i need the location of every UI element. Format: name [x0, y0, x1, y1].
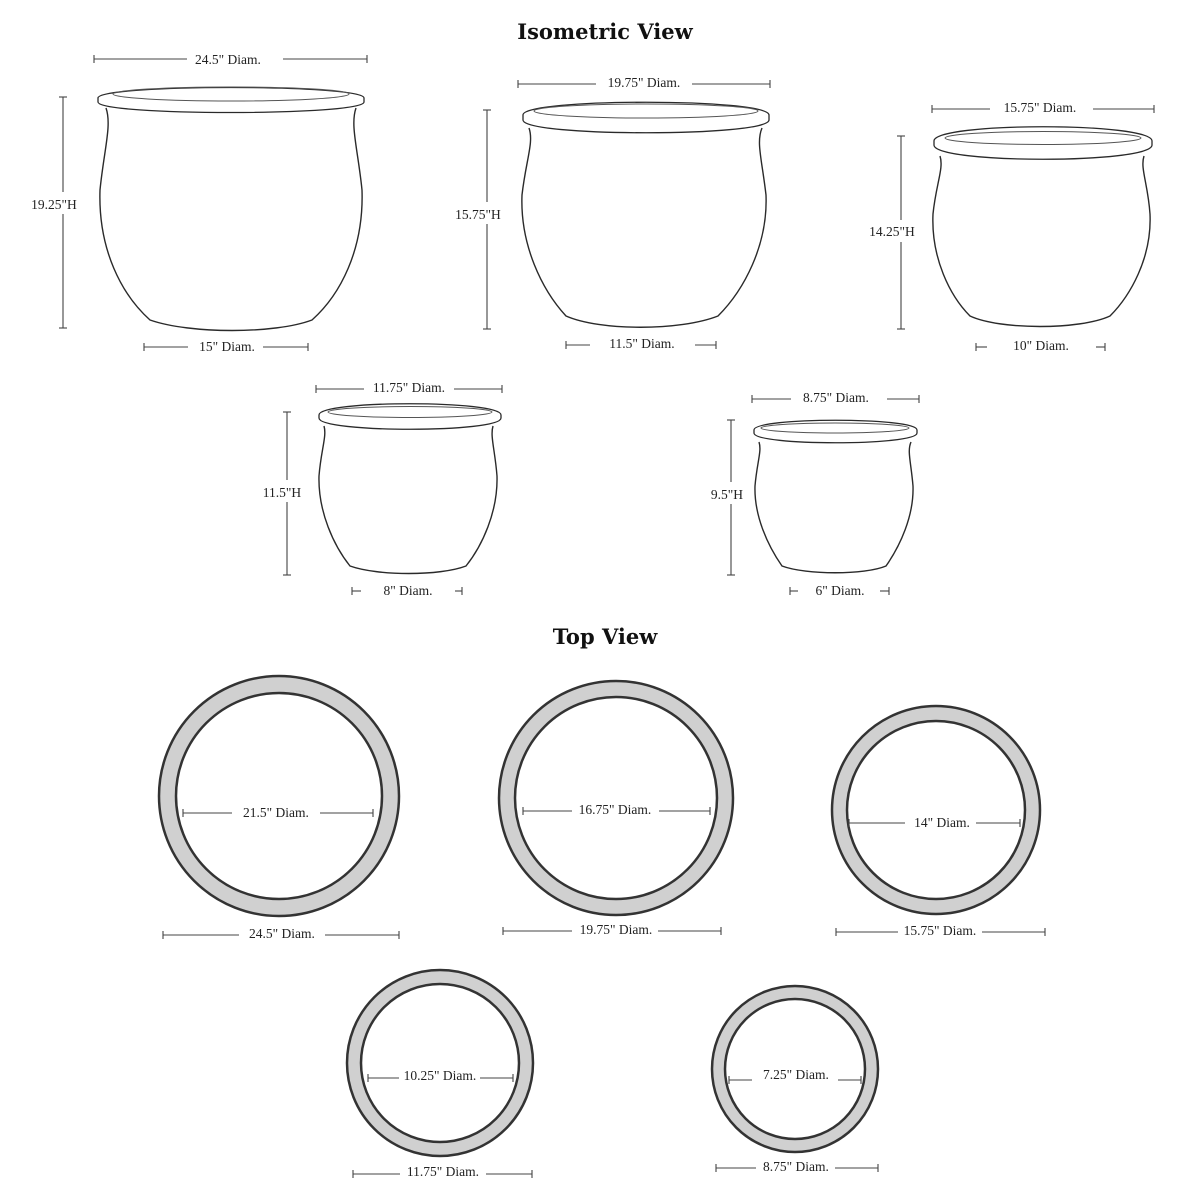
ring-3-outer-diameter: 15.75" Diam.	[903, 923, 977, 938]
pot-4-base-diameter: 8" Diam.	[383, 583, 433, 598]
pot-2-body	[522, 128, 766, 327]
pot-1-height: 19.25"H	[31, 197, 77, 212]
ring-5-outer-diameter: 8.75" Diam.	[763, 1159, 829, 1174]
isometric-pot-4	[263, 380, 502, 598]
isometric-pot-2	[455, 75, 770, 351]
top-ring-5	[712, 986, 878, 1174]
isometric-pot-3	[869, 100, 1154, 353]
pot-2-top-diameter: 19.75" Diam.	[607, 75, 681, 90]
pot-2-base-diameter: 11.5" Diam.	[609, 336, 675, 351]
pot-5-top-diameter: 8.75" Diam.	[803, 390, 869, 405]
top-ring-3	[832, 706, 1045, 938]
isometric-view-title: Isometric View	[517, 19, 693, 44]
pot-5-body	[755, 442, 913, 573]
pot-4-body	[319, 426, 497, 574]
pot-1-base-diameter: 15" Diam.	[199, 339, 255, 354]
isometric-pot-5	[711, 390, 919, 598]
top-ring-1	[159, 676, 399, 941]
pot-3-height: 14.25"H	[869, 224, 915, 239]
top-ring-2	[499, 681, 733, 937]
pot-5-base-diameter: 6" Diam.	[815, 583, 865, 598]
pot-1-body	[100, 108, 362, 331]
ring-3-inner	[847, 721, 1025, 899]
pot-1-top-diameter: 24.5" Diam.	[195, 52, 261, 67]
ring-3-inner-diameter: 14" Diam.	[914, 815, 970, 830]
ring-2-outer-diameter: 19.75" Diam.	[579, 922, 653, 937]
top-view-title: Top View	[552, 624, 658, 649]
pot-1-rim	[98, 88, 364, 113]
ring-5-inner-diameter: 7.25" Diam.	[763, 1067, 829, 1082]
pot-4-top-diameter: 11.75" Diam.	[372, 380, 446, 395]
pot-4-height: 11.5"H	[262, 485, 302, 500]
ring-2-inner-diameter: 16.75" Diam.	[578, 802, 652, 817]
pot-3-base-diameter: 10" Diam.	[1013, 338, 1069, 353]
ring-1-inner-diameter: 21.5" Diam.	[243, 805, 309, 820]
ring-1-outer-diameter: 24.5" Diam.	[249, 926, 315, 941]
pot-5-height: 9.5"H	[710, 487, 744, 502]
top-ring-4	[347, 970, 533, 1179]
pot-2-height: 15.75"H	[455, 207, 501, 222]
pot-4-rim	[319, 404, 501, 430]
pot-3-top-diameter: 15.75" Diam.	[1003, 100, 1077, 115]
ring-4-inner-diameter: 10.25" Diam.	[403, 1068, 477, 1083]
ring-1-inner	[176, 693, 382, 899]
ring-4-inner	[361, 984, 519, 1142]
pot-3-body	[933, 156, 1150, 327]
isometric-pot-1	[31, 52, 367, 354]
ring-2-inner	[515, 697, 717, 899]
ring-4-outer-diameter: 11.75" Diam.	[406, 1164, 480, 1179]
